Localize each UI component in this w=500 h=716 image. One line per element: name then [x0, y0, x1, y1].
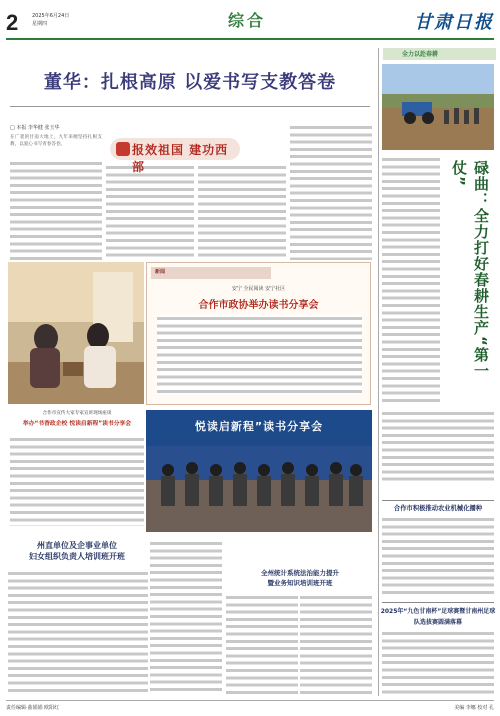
section-banner: [110, 138, 240, 174]
feature-bar: [151, 267, 271, 279]
subheadline-small: 合作市宣传大家专家宣讲现场座谈: [42, 411, 112, 416]
event-photo: [146, 410, 372, 532]
subheadline: 举办“书香政企校 悦读启新程”读书分享会: [22, 421, 132, 427]
article-title-line: 州直单位及企事业单位: [37, 541, 117, 550]
article-title-line: 暨业务知识培训班开班: [267, 579, 333, 587]
newspaper-logo: 甘肃日报: [414, 12, 494, 33]
sidebar-header-title: 全力以赴春耕: [402, 51, 439, 58]
footer-editor: 责任编辑·曲娟娟 欧阳红: [6, 705, 60, 711]
article-title-stats: [226, 568, 374, 588]
interview-photo: [8, 262, 144, 404]
article-body-text: [150, 540, 222, 694]
header-divider: [6, 38, 494, 40]
article-body-text: [300, 594, 372, 694]
date-text: 2025年6月24日: [32, 13, 70, 19]
sidebar-article-title-2: 2025年“九色甘南杯”足球赛暨甘南州足球队选拔赛圆满落幕: [380, 608, 496, 626]
article-body-text: [8, 570, 148, 694]
article-title-women: [8, 540, 146, 562]
photo-banner-text: 悦读启新程”读书分享会: [194, 420, 324, 433]
sidebar-body-text: [382, 516, 494, 596]
column-divider: [378, 48, 379, 696]
sidebar-body-text: [382, 630, 494, 694]
sidebar-header-bar: [383, 48, 496, 60]
feature-subtitle: 安宁 全民阅读 安宁社区: [231, 286, 286, 292]
sidebar-divider: [382, 602, 494, 603]
article-title-line: 全州统计系统法治能力提升: [261, 569, 339, 577]
article-body-text: [106, 164, 194, 260]
sidebar-divider: [382, 500, 494, 501]
title-divider: [10, 106, 370, 107]
page-header: [6, 4, 494, 44]
feature-box: [146, 262, 371, 405]
farm-photo: [382, 64, 494, 150]
page-footer: [6, 700, 494, 712]
sidebar-body-text: [382, 410, 494, 484]
feature-quote-text: [157, 315, 362, 395]
article-body-text: [226, 594, 298, 694]
flag-icon: [116, 142, 130, 156]
article-title-line: 妇女组织负责人培训班开班: [29, 552, 125, 561]
article-body-text: [10, 160, 102, 260]
byline: □ 本报 李华健 张玉华: [10, 125, 60, 131]
article-body-text: [290, 124, 372, 260]
banner-title: 报效祖国 建功西部: [132, 143, 229, 174]
article-paragraph: 在广袤的甘南大地上，九年来她坚持扎根支教，以爱心书写青春答卷。: [10, 135, 102, 148]
main-headline: 董华：扎根高原 以爱书写支教答卷: [43, 72, 337, 93]
page-number: 2: [6, 10, 19, 35]
issue-date: [32, 12, 69, 28]
section-title: 综合: [228, 11, 267, 30]
footer-credits: 美编 李娜 校对 孔: [454, 705, 494, 711]
sidebar-vertical-title: 碌曲：全力打好春耕生产“第一仗”: [450, 160, 490, 379]
sidebar-article-title: 合作市积极推动农业机械化播种: [393, 505, 483, 512]
feature-bar-label: 新闻: [155, 269, 166, 275]
sidebar-body-text: [382, 156, 440, 406]
article-body-text: [10, 436, 144, 526]
article-body-text: [198, 164, 286, 260]
weekday-text: 星期四: [32, 21, 48, 27]
feature-headline: 合作市政协举办读书分享会: [198, 300, 319, 311]
